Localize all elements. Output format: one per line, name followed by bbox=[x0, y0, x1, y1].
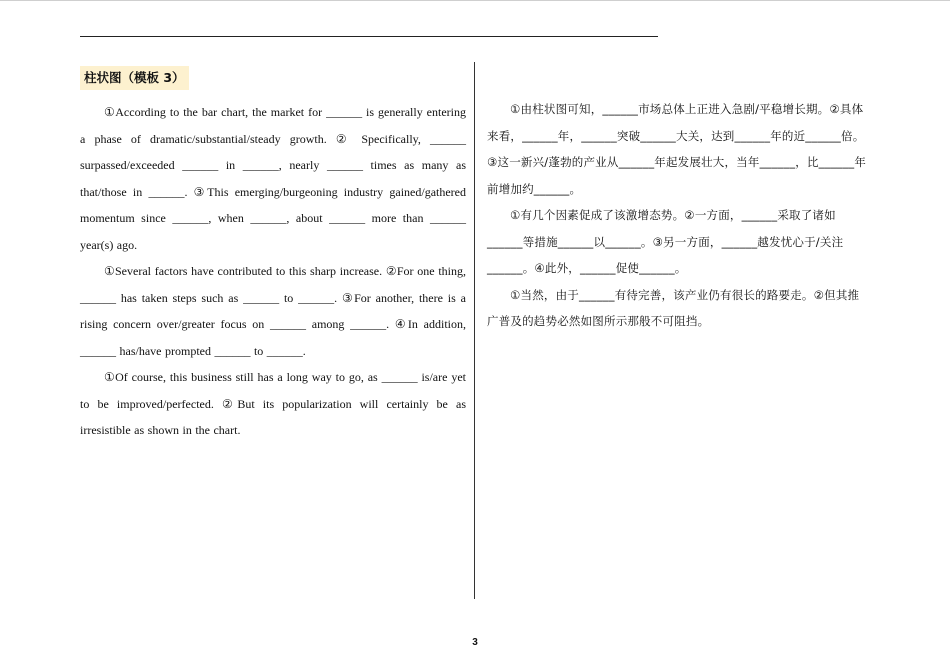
page-number: 3 bbox=[472, 637, 478, 648]
column-divider bbox=[474, 62, 475, 599]
chinese-paragraph-1: ①由柱状图可知，______市场总体上正进入急剧/平稳增长期。②具体来看，______年，______突破______大关，达到______年的近______倍。③这一新兴/蓬勃的产业从______年起发展壮大，当年______，比______年前增加约______。 bbox=[487, 102, 867, 196]
chinese-translation-column bbox=[487, 96, 869, 335]
section-title: 柱状图（模板 3） bbox=[80, 66, 189, 90]
english-paragraph-1: ①According to the bar chart, the market for ______ is generally entering a phase of dramatic/substantial/steady growth. ② Specifically, ______ surpassed/exceeded ______ in ______, nearly ______ times as many as that/those in ______. ③This emerging/burgeoning industry gained/gathered momentum since ______, when ______, about ______ more than ______ year(s) ago. bbox=[80, 105, 466, 252]
english-paragraph-3: ①Of course, this business still has a long way to go, as ______ is/are yet to be improved/perfected. ②But its popularization will certainly be as irresistible as shown in the chart. bbox=[80, 370, 466, 437]
english-paragraph-2: ①Several factors have contributed to this sharp increase. ②For one thing, ______ has taken steps such as ______ to ______. ③For another, there is a rising concern over/greater focus on ______ among ______. ④In addition, ______ has/have prompted ______ to ______. bbox=[80, 264, 466, 358]
header-rule bbox=[80, 36, 658, 37]
english-template-column bbox=[80, 66, 466, 444]
chinese-paragraph-2: ①有几个因素促成了该激增态势。②一方面，______采取了诸如______等措施______以______。③另一方面，______越发忧心于/关注______。④此外，______促使______。 bbox=[487, 208, 844, 275]
page-top-border bbox=[0, 0, 950, 1]
chinese-paragraph-3: ①当然，由于______有待完善，该产业仍有很长的路要走。②但其推广普及的趋势必然如图所示那般不可阻挡。 bbox=[487, 287, 860, 328]
